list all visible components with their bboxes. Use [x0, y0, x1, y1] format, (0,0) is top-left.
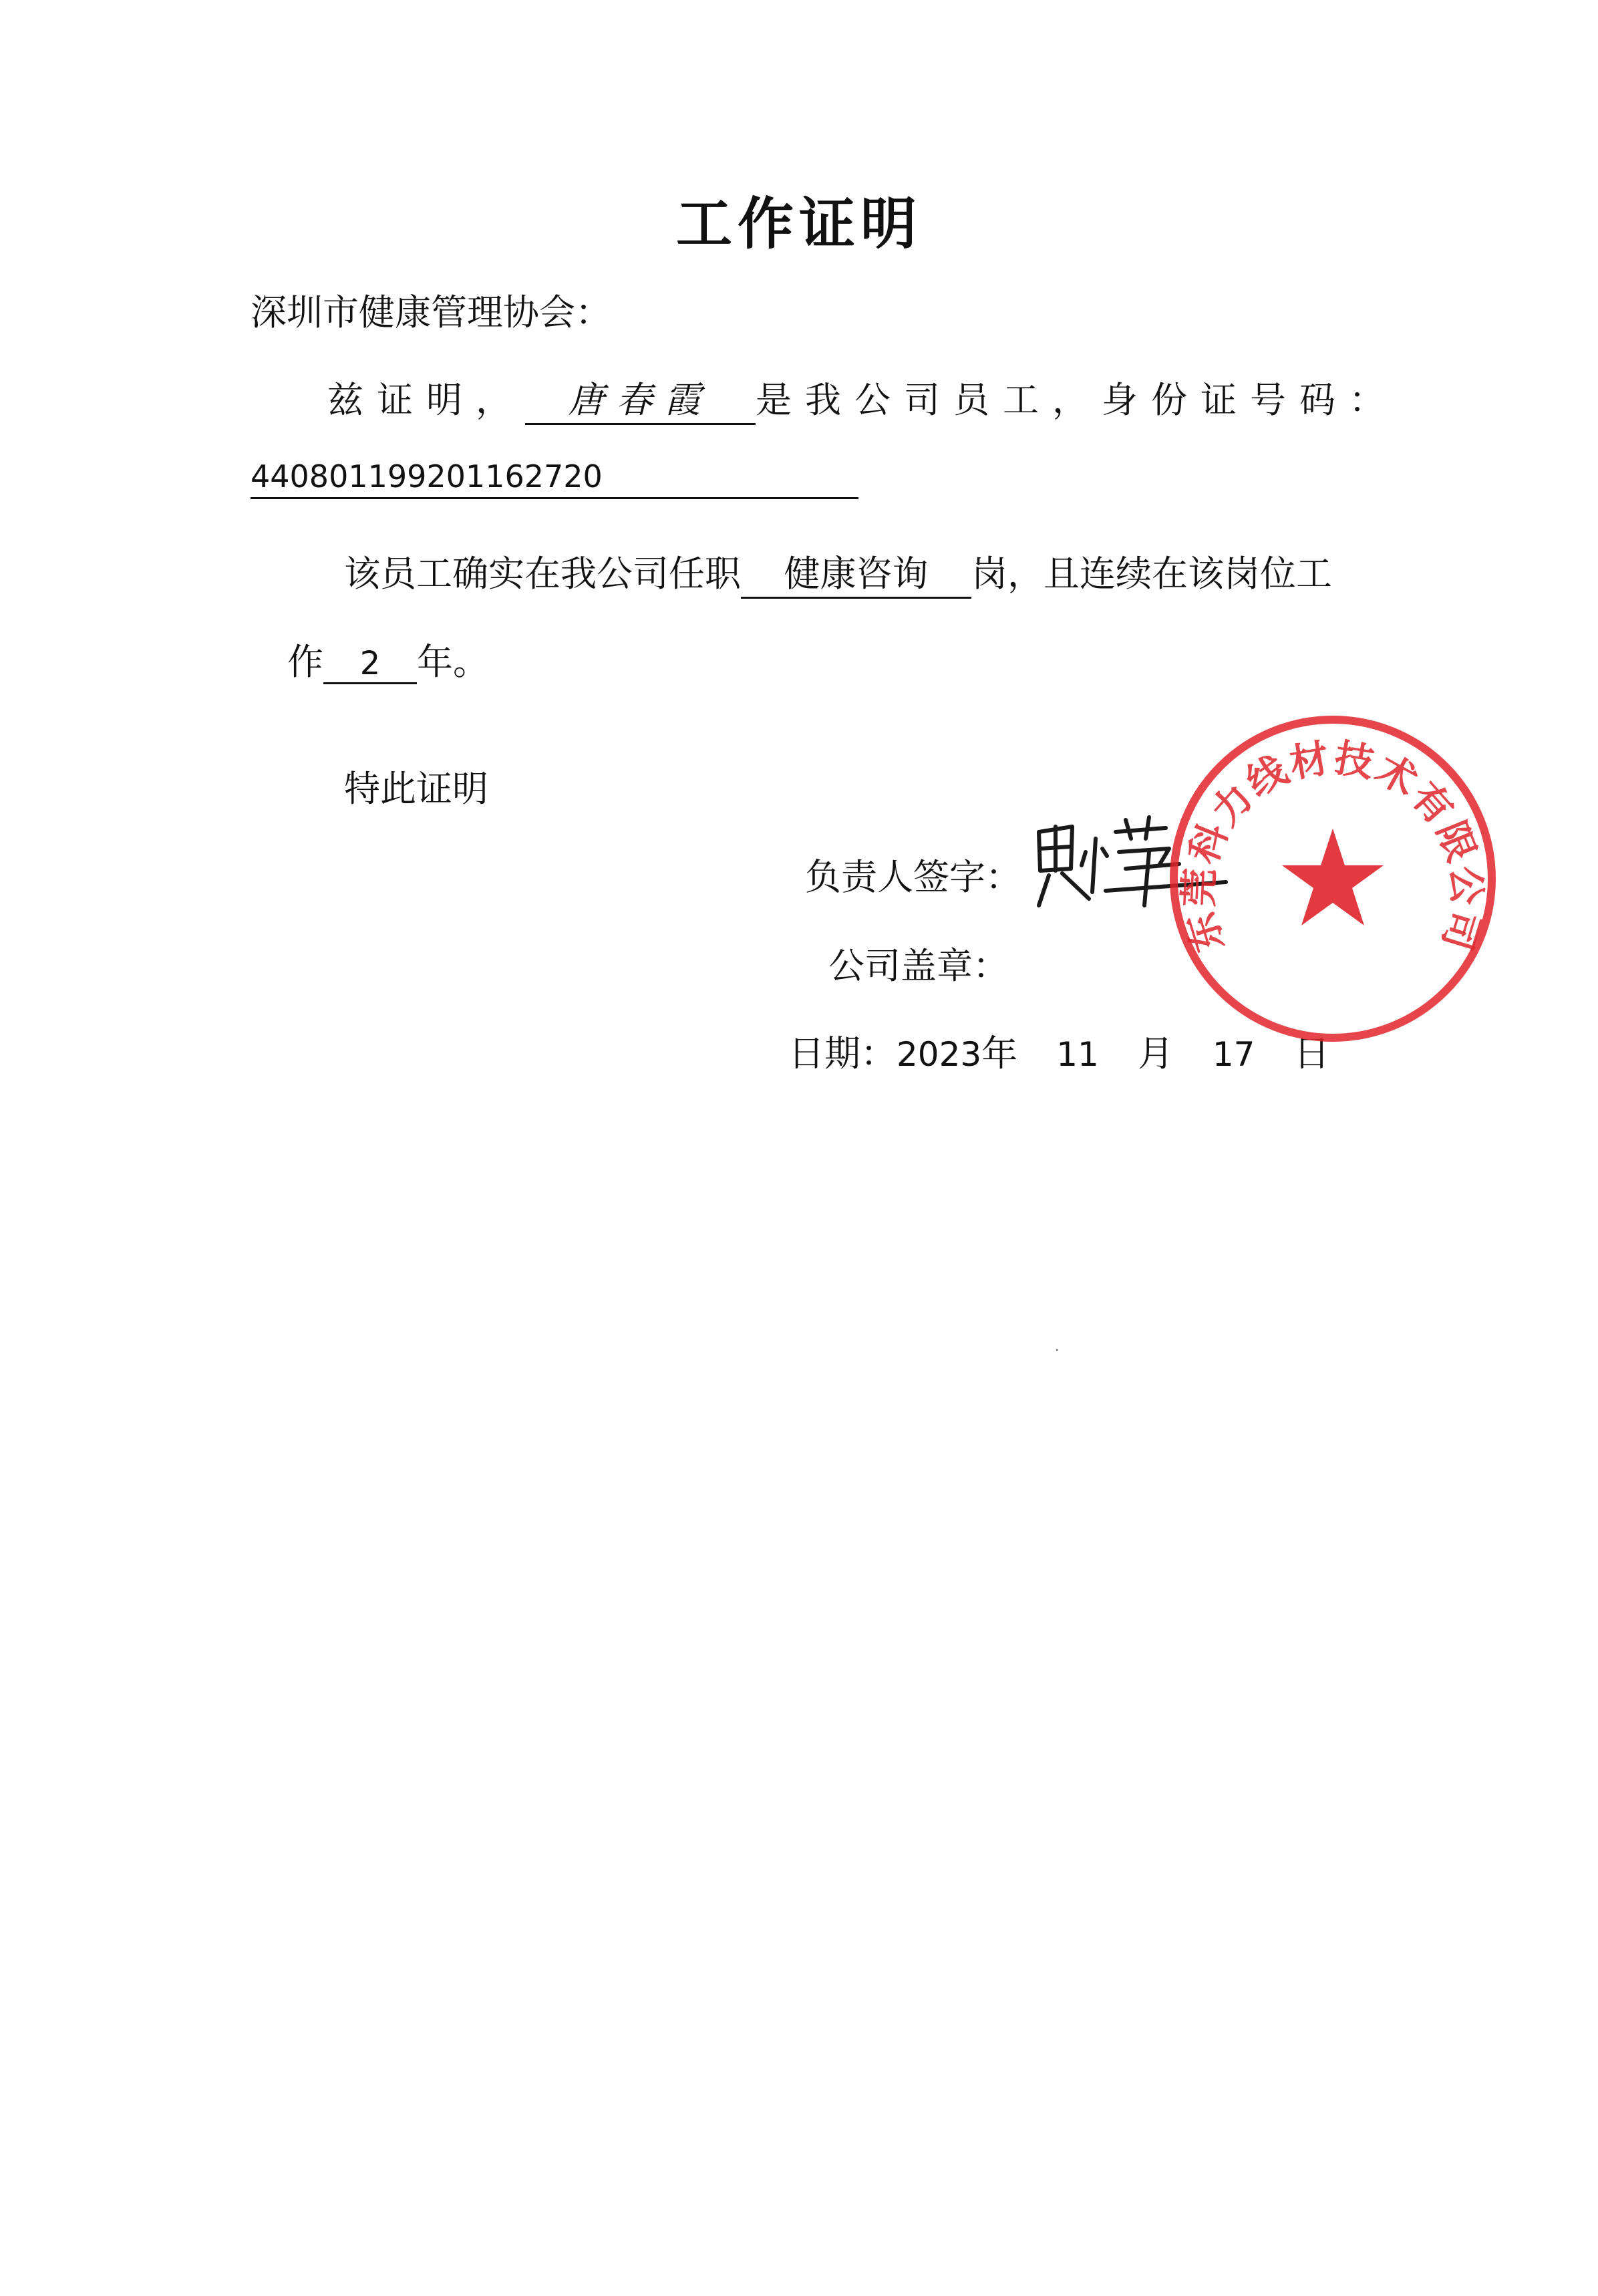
para3-suffix: 年。	[417, 641, 489, 683]
seal-company-name: 东莞科力线材技术有限公司	[1175, 734, 1490, 958]
seal-label: 公司盖章：	[828, 945, 1009, 987]
date-label: 日期：	[788, 1032, 897, 1074]
position-paragraph	[344, 545, 1332, 599]
scan-speck	[1056, 1349, 1058, 1351]
years-field: 2	[323, 645, 417, 684]
year-char: 年	[981, 1032, 1018, 1074]
date-month: 11	[1056, 1035, 1099, 1074]
closing-statement: 特此证明	[344, 768, 488, 810]
duration-paragraph	[287, 633, 489, 685]
company-seal	[1166, 712, 1500, 1046]
month-char: 月	[1137, 1032, 1174, 1074]
para2-suffix: 岗，且连续在该岗位工	[971, 553, 1332, 595]
para2-prefix: 该员工确实在我公司任职	[344, 553, 741, 595]
document-title: 工作证明	[675, 190, 922, 257]
certification-paragraph	[327, 372, 1398, 425]
para1-suffix: 是我公司员工，身份证号码：	[756, 379, 1398, 421]
para3-prefix: 作	[287, 641, 323, 683]
day-char: 日	[1293, 1032, 1330, 1074]
date-year: 2023	[897, 1035, 982, 1074]
para1-prefix: 兹证明，	[327, 379, 525, 421]
employee-name-field: 唐春霞	[525, 372, 756, 425]
date-day: 17	[1212, 1035, 1255, 1074]
id-number-field: 440801199201162720	[251, 458, 858, 499]
seal-star-icon	[1282, 829, 1384, 925]
signature-label: 负责人签字：	[805, 856, 1021, 898]
position-field: 健康咨询	[741, 545, 971, 599]
addressee: 深圳市健康管理协会：	[251, 291, 611, 333]
